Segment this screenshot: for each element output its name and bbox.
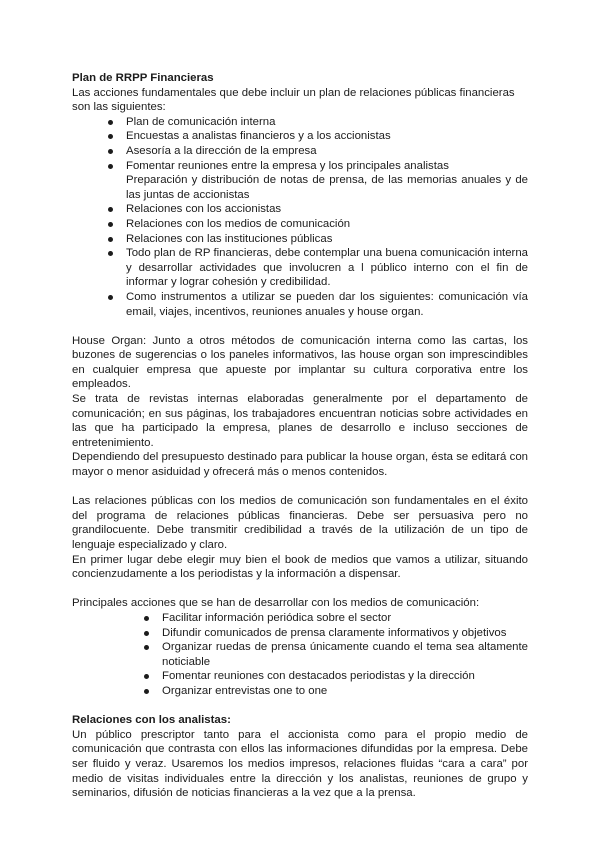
list-item: Relaciones con los accionistas bbox=[108, 202, 528, 217]
section-title-plan: Plan de RRPP Financieras bbox=[72, 72, 214, 84]
list-item: Fomentar reuniones entre la empresa y los principales analistas Preparación y distribución de notas de prensa, de las memorias anuales y de las juntas de accionistas bbox=[108, 159, 528, 203]
plan-bullet-list bbox=[72, 115, 528, 319]
bullet-icon bbox=[108, 134, 113, 139]
spacer bbox=[72, 480, 528, 495]
list-item-subtext: Preparación y distribución de notas de prensa, de las memorias anuales y de las juntas de accionistas bbox=[126, 174, 528, 201]
bullet-icon bbox=[144, 689, 149, 694]
list-item: Fomentar reuniones con destacados periodistas y la dirección bbox=[144, 669, 528, 684]
bullet-icon bbox=[144, 674, 149, 679]
bullet-icon bbox=[108, 222, 113, 227]
bullet-icon bbox=[108, 295, 113, 300]
house-organ-paragraph: Se trata de revistas internas elaboradas generalmente por el departamento de comunicación; en sus páginas, los trabajadores encuentran noticias sobre actividades en las que ha participado la empresa, planes de desarrollo e incluso secciones de entretenimiento. bbox=[72, 393, 528, 449]
bullet-icon bbox=[144, 645, 149, 650]
acciones-intro: Principales acciones que se han de desarrollar con los medios de comunicación: bbox=[72, 597, 480, 610]
bullet-icon bbox=[144, 631, 149, 636]
list-item: Difundir comunicados de prensa claramente informativos y objetivos bbox=[144, 626, 528, 641]
bullet-icon bbox=[108, 251, 113, 256]
house-organ-paragraph: Dependiendo del presupuesto destinado para publicar la house organ, ésta se editará con mayor o menor asiduidad y ofrecerá más o menos contenidos. bbox=[72, 451, 528, 479]
bullet-icon bbox=[108, 120, 113, 125]
list-item: Organizar ruedas de prensa únicamente cuando el tema sea altamente noticiable bbox=[144, 640, 528, 669]
acciones-bullet-list bbox=[72, 611, 528, 699]
bullet-icon bbox=[108, 164, 113, 169]
house-organ-paragraph: House Organ: Junto a otros métodos de comunicación interna como las cartas, los buzones de sugerencias o los paneles informativos, las house organ son imprescindibles en cualquier empresa que apueste por implantar su cultura corporativa entre los empleados. bbox=[72, 334, 528, 391]
spacer bbox=[72, 582, 528, 597]
plan-intro: Las acciones fundamentales que debe incluir un plan de relaciones públicas financieras son las siguientes: bbox=[72, 86, 515, 114]
list-item: Encuestas a analistas financieros y a los accionistas bbox=[108, 129, 528, 144]
list-item: Todo plan de RP financieras, debe contemplar una buena comunicación interna y desarrollar actividades que involucren a l público interno con el fin de informar y lograr cohesión y credibilidad. bbox=[108, 246, 528, 290]
medios-paragraph: Las relaciones públicas con los medios de comunicación son fundamentales en el éxito del programa de relaciones públicas financieras. Debe ser persuasiva pero no grandilocuente. Debe transmitir credibilidad a través de la utilización de un tipo de lenguaje especializado y claro. bbox=[72, 495, 528, 551]
bullet-icon bbox=[108, 207, 113, 212]
list-item: Organizar entrevistas one to one bbox=[144, 684, 528, 699]
list-item: Relaciones con los medios de comunicación bbox=[108, 217, 528, 232]
medios-paragraph: En primer lugar debe elegir muy bien el book de medios que vamos a utilizar, situando concienzudamente a los periodistas y la información a dispensar. bbox=[72, 553, 528, 581]
bullet-icon bbox=[108, 149, 113, 154]
bullet-icon bbox=[108, 237, 113, 242]
spacer bbox=[72, 699, 528, 714]
list-item: Relaciones con las instituciones públicas bbox=[108, 232, 528, 247]
document-body bbox=[72, 71, 528, 801]
analistas-paragraph: Un público prescriptor tanto para el accionista como para el propio medio de comunicación que contrasta con ellos las informaciones difundidas por la empresa. Debe ser fluido y veraz. Usaremos los medios impresos, relaciones fluidas “cara a cara” por medio de visitas individuales entre la dirección y los analistas, reuniones de grupo y seminarios, difusión de noticias financieras a la vez que a la prensa. bbox=[72, 728, 528, 800]
section-title-analistas: Relaciones con los analistas: bbox=[72, 714, 231, 727]
list-item: Facilitar información periódica sobre el sector bbox=[144, 611, 528, 626]
list-item: Como instrumentos a utilizar se pueden dar los siguientes: comunicación vía email, viajes, incentivos, reuniones anuales y house organ. bbox=[108, 290, 528, 319]
list-item: Plan de comunicación interna bbox=[108, 115, 528, 130]
spacer bbox=[72, 319, 528, 334]
list-item: Asesoría a la dirección de la empresa bbox=[108, 144, 528, 159]
bullet-icon bbox=[144, 616, 149, 621]
